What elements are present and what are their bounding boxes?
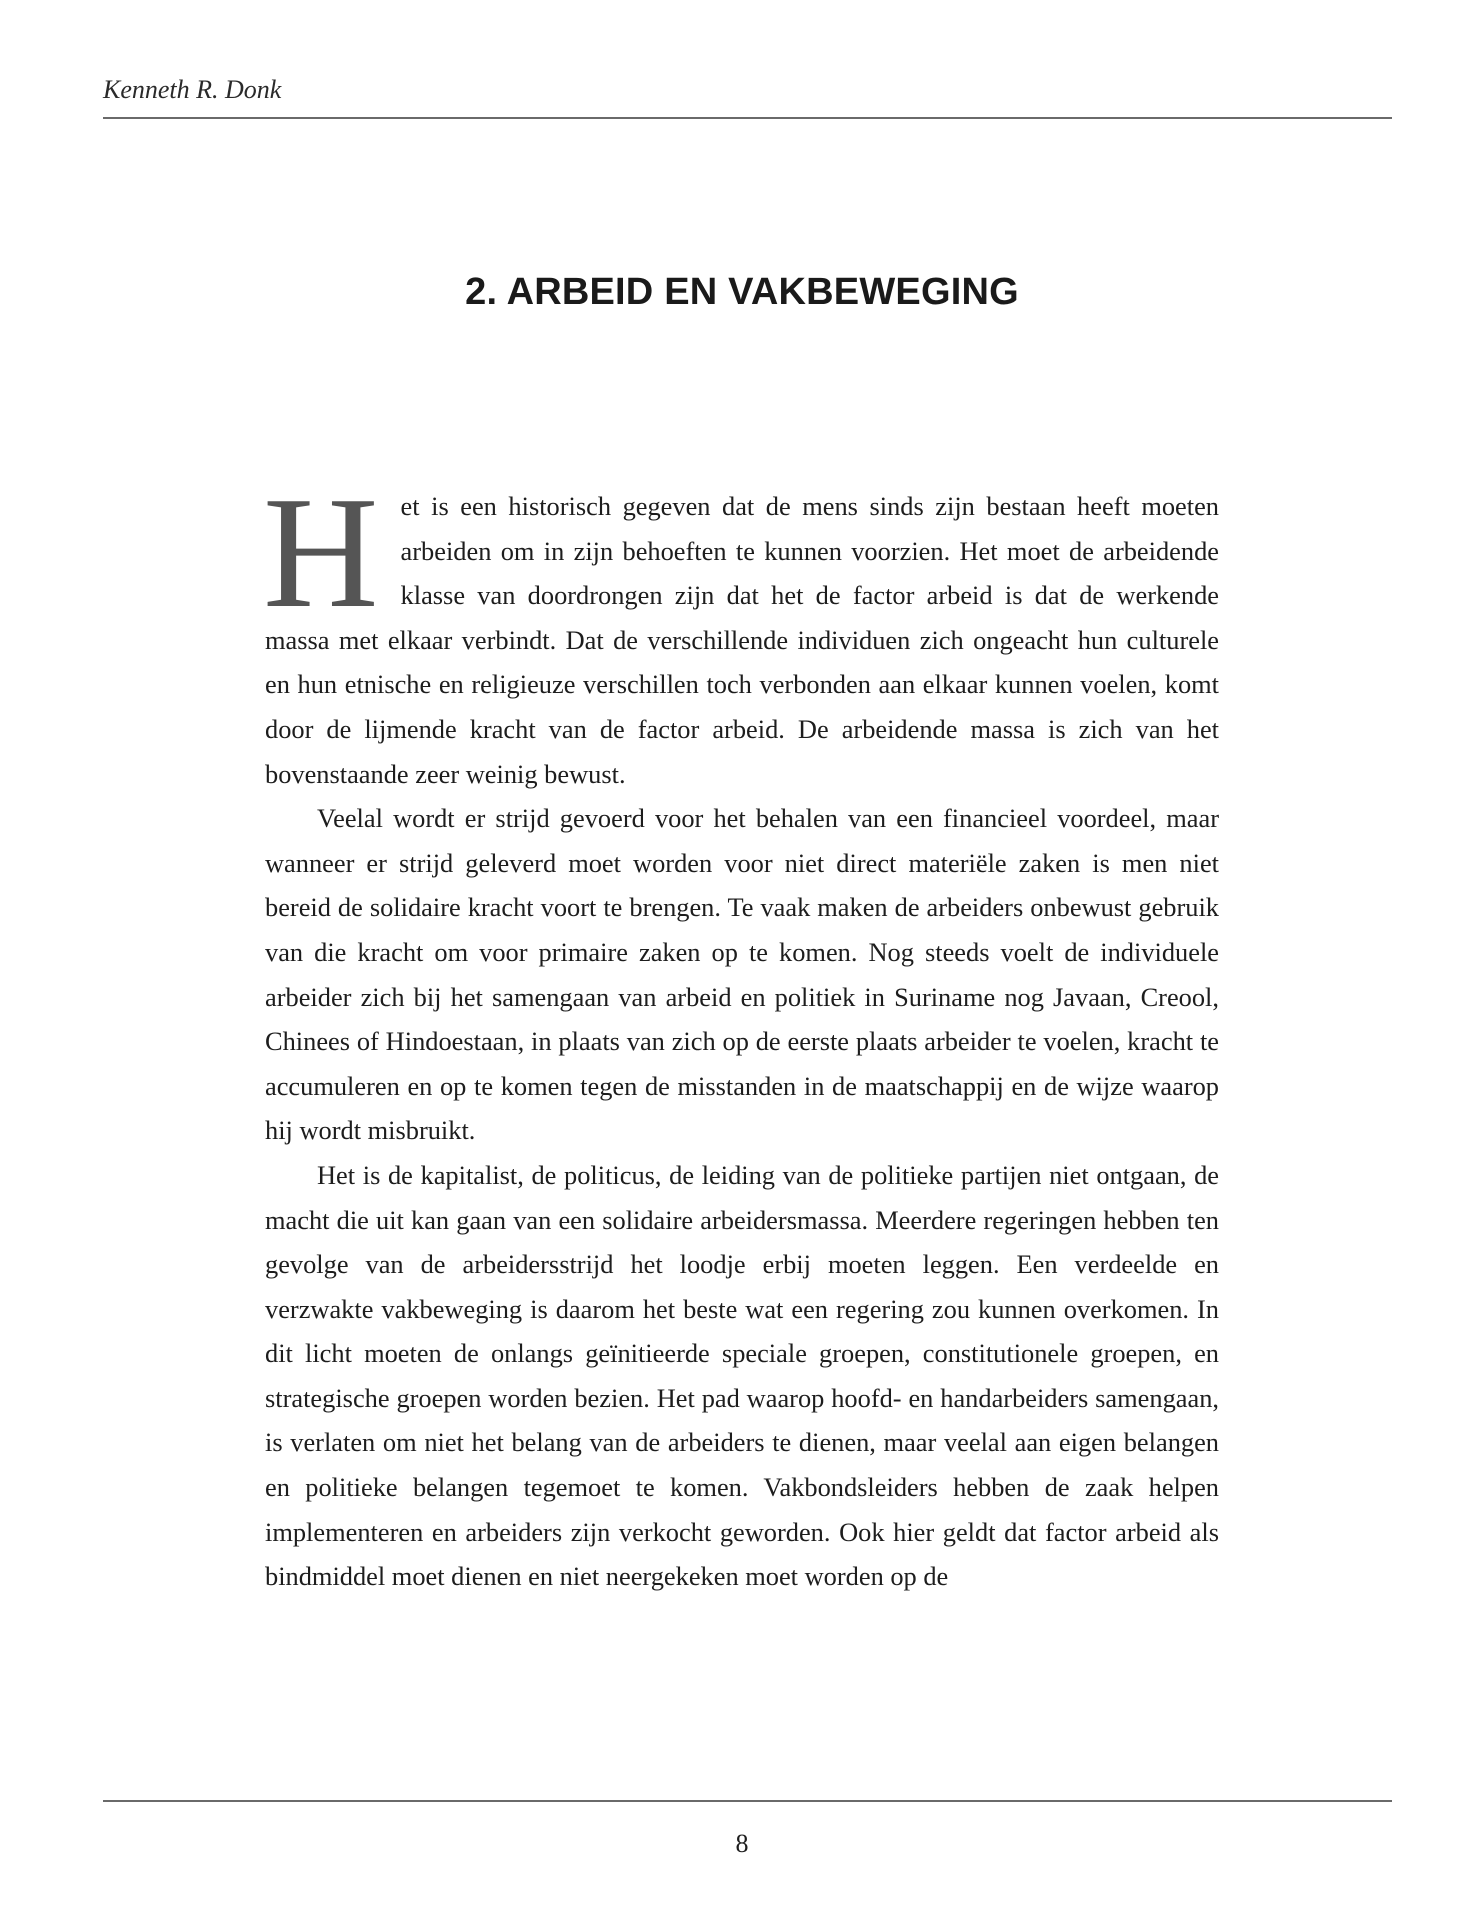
paragraph-1-text: et is een historisch gegeven dat de mens sinds zijn bestaan heeft moeten arbeiden om in zijn behoeften te kunnen voorzien. Het moet de arbeidende klasse van doordrongen zijn dat het de factor arbeid is dat de werkende massa met elkaar verbindt. Dat de verschillende individuen zich ongeacht hun culturele en hun etnische en religieuze verschillen toch verbonden aan elkaar kunnen voelen, komt door de lijmende kracht van de factor arbeid. De arbeidende massa is zich van het bovenstaande zeer weinig bewust. [265,491,1219,789]
body-text [263,463,1219,1599]
chapter-title: 2. ARBEID EN VAKBEWEGING [465,271,1019,313]
paragraph-1 [263,463,1219,796]
page-number: 8 [735,1829,749,1858]
header-rule [103,117,1392,119]
running-head-author: Kenneth R. Donk [103,75,282,104]
paragraph-3: Het is de kapitalist, de politicus, de leiding van de politieke partijen niet ontgaan, de macht die uit kan gaan van een solidaire arbeidersmassa. Meerdere regeringen hebben ten gevolge van de arbeidersstrijd het loodje erbij moeten leggen. Een verdeelde en verzwakte vakbeweging is daarom het beste wat een regering zou kunnen overkomen. In dit licht moeten de onlangs geïnitieerde speciale groepen, constitutionele groepen, en strategische groepen worden bezien. Het pad waarop hoofd- en handarbeiders samengaan, is verlaten om niet het belang van de arbeiders te dienen, maar veelal aan eigen belangen en politieke belangen tegemoet te komen. Vakbondsleiders hebben de zaak helpen implementeren en arbeiders zijn verkocht geworden. Ook hier geldt dat factor arbeid als bindmiddel moet dienen en niet neergekeken moet worden op de [265,1159,1219,1592]
paragraph-2: Veelal wordt er strijd gevoerd voor het behalen van een financieel voordeel, maar wanneer er strijd geleverd moet worden voor niet direct materiële zaken is men niet bereid de solidaire kracht voort te brengen. Te vaak maken de arbeiders onbewust gebruik van die kracht om voor primaire zaken op te komen. Nog steeds voelt de individuele arbeider zich bij het samengaan van arbeid en politiek in Suriname nog Javaan, Creool, Chinees of Hindoestaan, in plaats van zich op de eerste plaats arbeider te voelen, kracht te accumuleren en op te komen tegen de misstanden in de maatschappij en de wijze waarop hij wordt misbruikt. [265,803,1219,1146]
footer-rule [103,1800,1392,1802]
drop-cap: H [263,463,379,641]
